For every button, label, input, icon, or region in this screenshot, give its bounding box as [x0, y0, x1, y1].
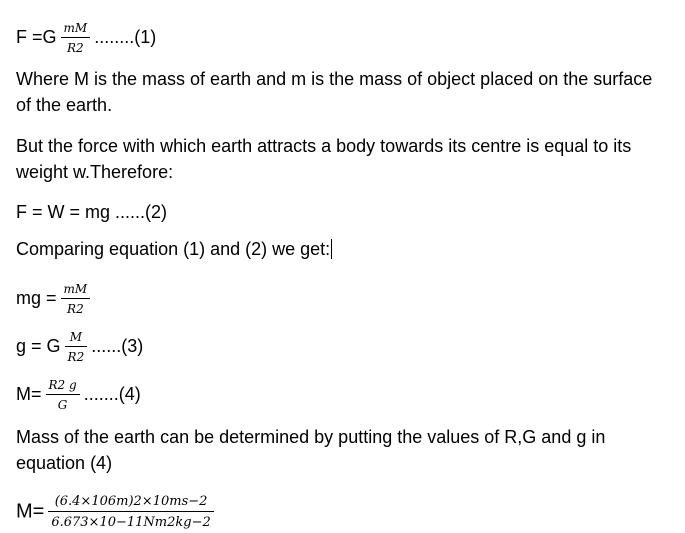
equation-5-fraction	[48, 494, 213, 530]
equation-2: F = W = mg ......(2)	[16, 202, 168, 222]
equation-3-fraction	[65, 330, 88, 364]
equation-3-denominator: R2	[67, 350, 85, 364]
paragraph-weight: But the force with which earth attracts a body towards its centre is equal to its weight w.Therefore:	[16, 136, 632, 182]
equation-5-lhs: M=	[16, 500, 45, 523]
equation-3-numerator: M	[65, 330, 88, 347]
equation-3-tag: ......(3)	[91, 335, 144, 356]
equation-3	[16, 330, 143, 364]
equation-4-fraction	[46, 378, 80, 412]
comparing-text: Comparing equation (1) and (2) we get:	[16, 239, 331, 259]
equation-1-lhs: F =G	[16, 26, 57, 47]
equation-mg-denominator: R2	[67, 302, 84, 316]
equation-mg-numerator: mM	[61, 282, 91, 299]
paragraph-determination: Mass of the earth can be determined by putting the values of R,G and g in equation (4)	[16, 427, 606, 473]
equation-4	[16, 378, 141, 412]
equation-mg-fraction	[61, 282, 91, 316]
equation-3-lhs: g = G	[16, 335, 61, 356]
equation-5-numerator: (6.4×106m)2×10ms−2	[48, 494, 213, 512]
text-cursor	[331, 239, 332, 259]
equation-4-denominator: G	[57, 398, 68, 412]
paragraph-mass-definition: Where M is the mass of earth and m is the mass of object placed on the surface of the earth.	[16, 69, 653, 115]
equation-mg	[16, 282, 94, 316]
equation-1-fraction	[61, 21, 91, 55]
equation-5-denominator: 6.673×10−11Nm2kg−2	[51, 515, 211, 530]
equation-1	[16, 21, 156, 55]
equation-mg-lhs: mg =	[16, 287, 57, 308]
equation-1-denominator: R2	[67, 41, 84, 55]
equation-4-tag: .......(4)	[83, 383, 141, 404]
equation-1-numerator: mM	[61, 21, 91, 38]
comparing-line[interactable]	[16, 236, 332, 262]
equation-1-tag: ........(1)	[94, 26, 157, 47]
equation-4-lhs: M=	[16, 383, 42, 404]
equation-4-numerator: R2 g	[46, 378, 80, 395]
equation-5	[16, 494, 218, 530]
